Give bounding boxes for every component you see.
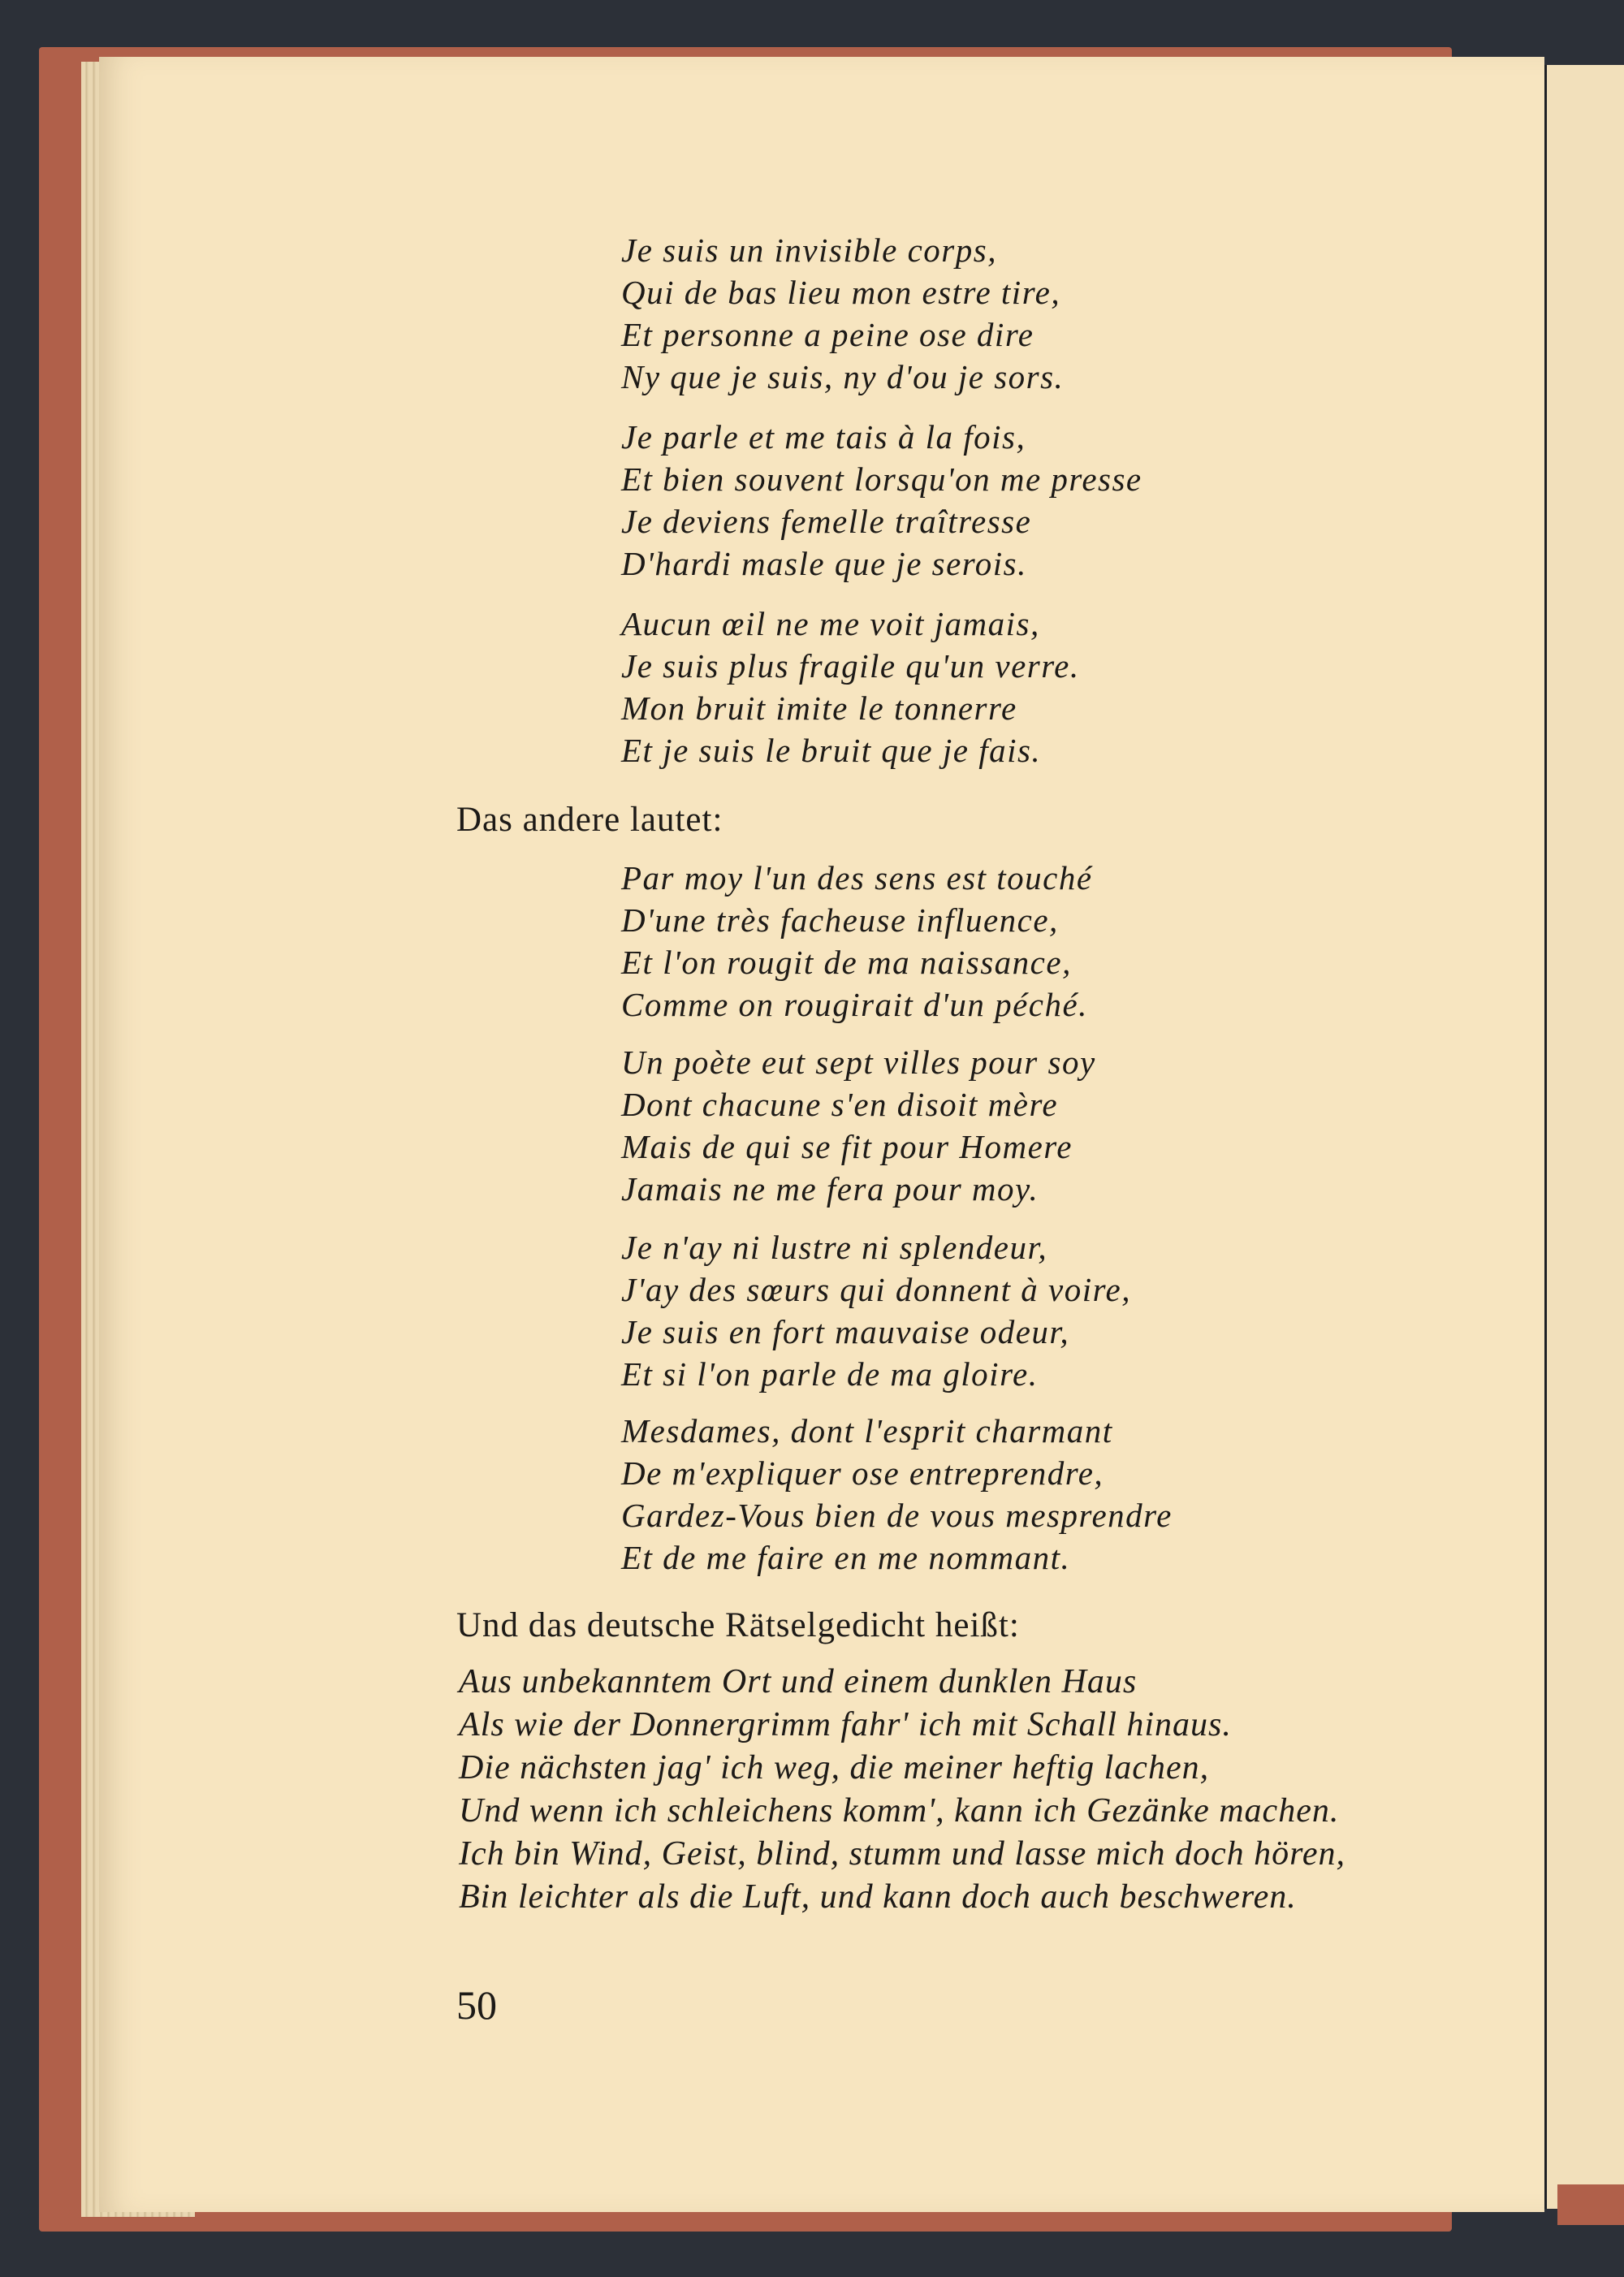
verse-line: Je parle et me tais à la fois, bbox=[621, 418, 1026, 456]
verse-line: Et l'on rougit de ma naissance, bbox=[621, 944, 1072, 981]
stanza-3 bbox=[621, 603, 1080, 771]
stanza-7 bbox=[621, 1410, 1173, 1579]
facing-page-edge bbox=[1544, 65, 1624, 2209]
verse-line: Bin leichter als die Luft, und kann doch auch beschweren. bbox=[459, 1878, 1297, 1916]
german-poem bbox=[459, 1661, 1345, 1919]
verse-line: Je suis plus fragile qu'un verre. bbox=[621, 647, 1080, 685]
stanza-2 bbox=[621, 416, 1142, 585]
verse-line: Qui de bas lieu mon estre tire, bbox=[621, 274, 1061, 311]
verse-line: Als wie der Donnergrimm fahr' ich mit Schall hinaus. bbox=[459, 1706, 1232, 1743]
verse-line: Mais de qui se fit pour Homere bbox=[621, 1128, 1073, 1165]
verse-line: Ich bin Wind, Geist, blind, stumm und lasse mich doch hören, bbox=[459, 1835, 1346, 1873]
verse-line: Et je suis le bruit que je fais. bbox=[621, 732, 1042, 769]
stanza-1 bbox=[621, 229, 1064, 398]
verse-line: Je n'ay ni lustre ni splendeur, bbox=[621, 1229, 1048, 1266]
verse-line: Je suis en fort mauvaise odeur, bbox=[621, 1313, 1070, 1350]
verse-line: D'une très facheuse influence, bbox=[621, 901, 1059, 939]
heading-german-riddle: Und das deutsche Rätselgedicht heißt: bbox=[456, 1606, 1020, 1644]
verse-line: Dont chacune s'en disoit mère bbox=[621, 1086, 1059, 1123]
verse-line: Ny que je suis, ny d'ou je sors. bbox=[621, 358, 1065, 395]
verse-line: Mon bruit imite le tonnerre bbox=[621, 689, 1017, 727]
verse-line: Aucun œil ne me voit jamais, bbox=[621, 605, 1040, 642]
verse-line: Par moy l'un des sens est touché bbox=[621, 859, 1093, 897]
verse-line: Et de me faire en me nommant. bbox=[621, 1539, 1071, 1576]
verse-line: Je deviens femelle traîtresse bbox=[621, 503, 1032, 540]
stanza-5 bbox=[621, 1041, 1096, 1210]
stanza-6 bbox=[621, 1226, 1131, 1395]
verse-line: De m'expliquer ose entreprendre, bbox=[621, 1454, 1104, 1492]
verse-line: Jamais ne me fera pour moy. bbox=[621, 1170, 1039, 1208]
verse-line: Aus unbekanntem Ort und einem dunklen Haus bbox=[459, 1663, 1138, 1700]
verse-line: Mesdames, dont l'esprit charmant bbox=[621, 1412, 1113, 1450]
stanza-4 bbox=[621, 857, 1093, 1026]
verse-line: Comme on rougirait d'un péché. bbox=[621, 986, 1088, 1023]
verse-line: Et si l'on parle de ma gloire. bbox=[621, 1355, 1039, 1393]
verse-line: Je suis un invisible corps, bbox=[621, 231, 997, 269]
verse-line: D'hardi masle que je serois. bbox=[621, 545, 1027, 582]
verse-line: Gardez-Vous bien de vous mesprendre bbox=[621, 1497, 1173, 1534]
verse-line: Un poète eut sept villes pour soy bbox=[621, 1043, 1096, 1081]
verse-line: Et personne a peine ose dire bbox=[621, 316, 1034, 353]
verse-line: Die nächsten jag' ich weg, die meiner heftig lachen, bbox=[459, 1749, 1210, 1787]
verse-line: J'ay des sœurs qui donnent à voire, bbox=[621, 1271, 1131, 1308]
verse-line: Et bien souvent lorsqu'on me presse bbox=[621, 460, 1142, 498]
facing-cover-edge bbox=[1557, 2184, 1624, 2225]
heading-second-riddle: Das andere lautet: bbox=[456, 801, 723, 839]
verse-line: Und wenn ich schleichens komm', kann ich Gezänke machen. bbox=[459, 1792, 1340, 1830]
page-number: 50 bbox=[456, 1982, 497, 2028]
